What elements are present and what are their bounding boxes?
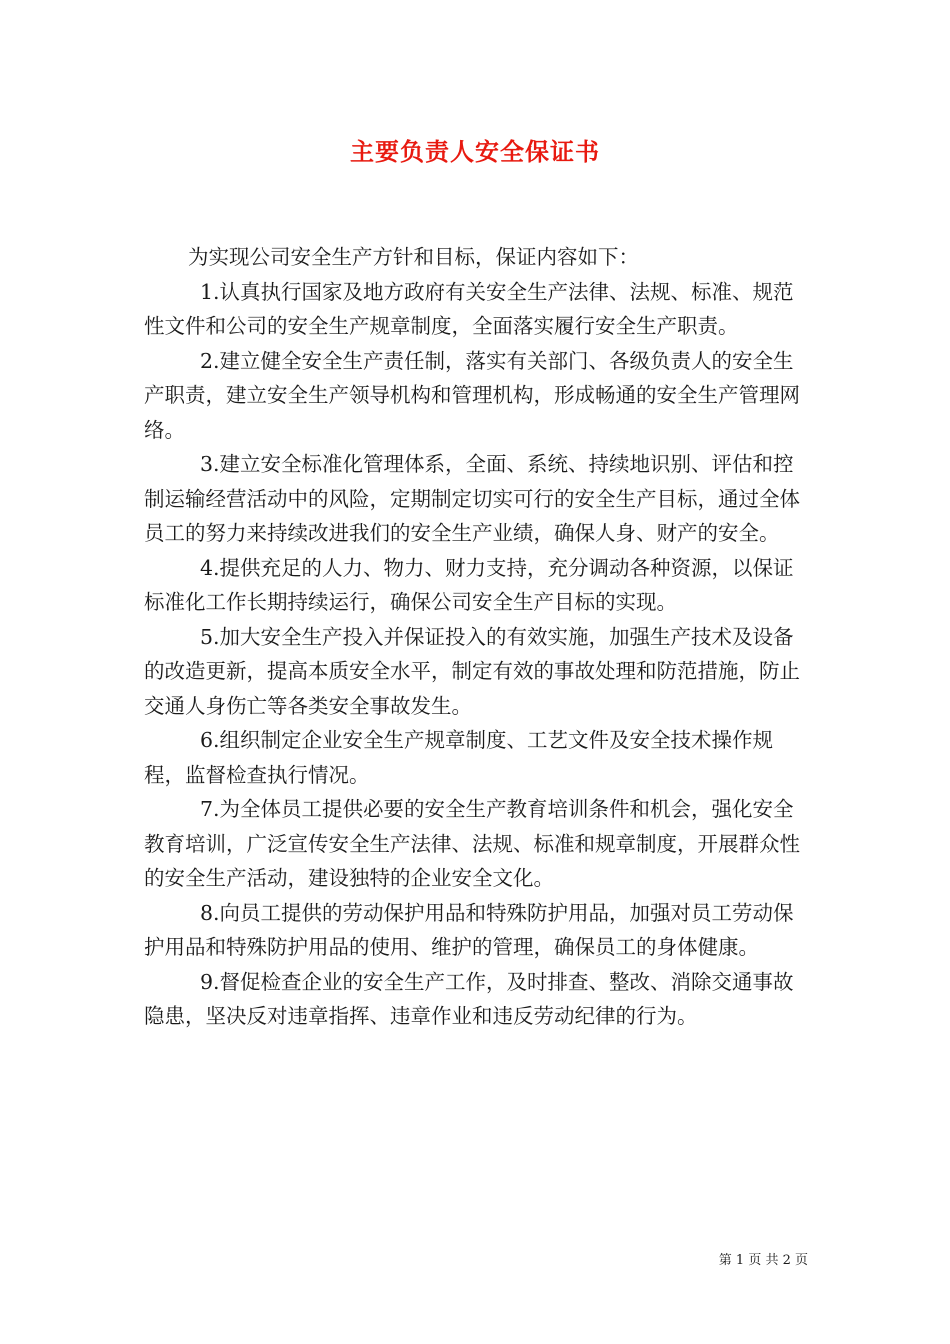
clause-6: 6.组织制定企业安全生产规章制度、工艺文件及安全技术操作规程，监督检查执行情况。: [144, 728, 774, 787]
clause-2: 2.建立健全安全生产责任制，落实有关部门、各级负责人的安全生产职责，建立安全生产领导机构和管理机构，形成畅通的安全生产管理网络。: [144, 348, 800, 442]
clause-8: 8.向员工提供的劳动保护用品和特殊防护用品，加强对员工劳动保护用品和特殊防护用品的使用、维护的管理，确保员工的身体健康。: [144, 900, 794, 959]
document-title: 主要负责人安全保证书: [350, 137, 600, 166]
clause-4: 4.提供充足的人力、物力、财力支持，充分调动各种资源，以保证标准化工作长期持续运行，确保公司安全生产目标的实现。: [144, 555, 794, 614]
clause-9: 9.督促检查企业的安全生产工作，及时排查、整改、消除交通事故隐患，坚决反对违章指挥、违章作业和违反劳动纪律的行为。: [144, 969, 794, 1028]
intro-paragraph: 为实现公司安全生产方针和目标，保证内容如下：: [188, 245, 639, 269]
clause-7: 7.为全体员工提供必要的安全生产教育培训条件和机会，强化安全教育培训，广泛宣传安全生产法律、法规、标准和规章制度，开展群众性的安全生产活动，建设独特的企业安全文化。: [144, 797, 800, 890]
clause-5: 5.加大安全生产投入并保证投入的有效实施，加强生产技术及设备的改造更新，提高本质安全水平，制定有效的事故处理和防范措施，防止交通人身伤亡等各类安全事故发生。: [144, 624, 800, 718]
page-indicator: 第 1 页 共 2 页: [718, 1253, 808, 1268]
document-body: [144, 240, 812, 1034]
clause-1: 1.认真执行国家及地方政府有关安全生产法律、法规、标准、规范性文件和公司的安全生产规章制度，全面落实履行安全生产职责。: [144, 279, 794, 338]
clause-3: 3.建立安全标准化管理体系，全面、系统、持续地识别、评估和控制运输经营活动中的风险，定期制定切实可行的安全生产目标，通过全体员工的努力来持续改进我们的安全生产业绩，确保人身、财产的安全。: [144, 452, 800, 545]
